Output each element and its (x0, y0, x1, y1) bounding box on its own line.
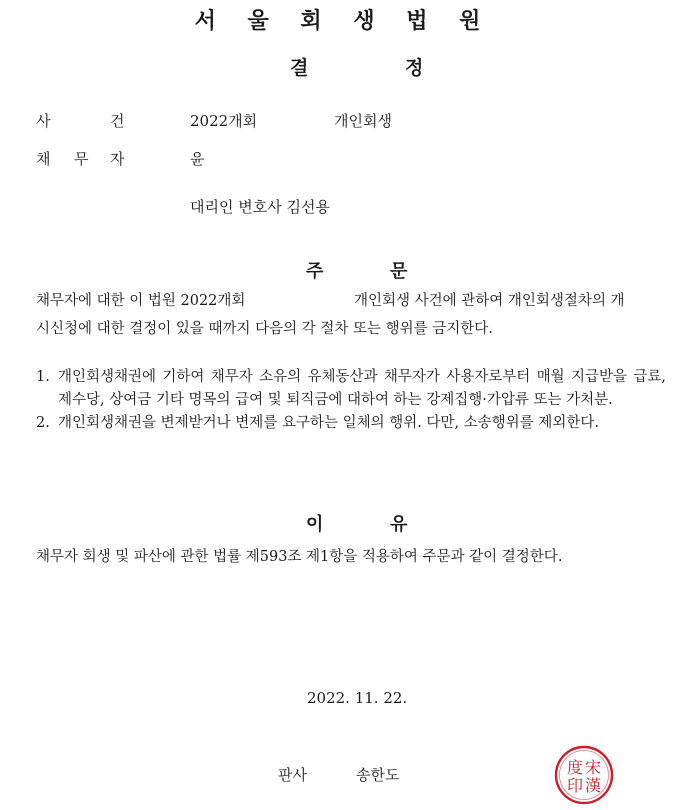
order-item-number: 1. (36, 369, 50, 385)
debtor-label-2: 무 (74, 150, 89, 168)
order-item-text: 개인회생채권을 변제받거나 변제를 요구하는 일체의 행위. 다만, 소송행위를 제외한다. (58, 415, 599, 431)
decision-date: 2022. 11. 22. (307, 689, 408, 707)
debtor-name: 윤 (190, 150, 205, 168)
debtor-agent: 대리인 변호사 김선용 (190, 198, 330, 216)
order-item-text: 개인회생채권에 기하여 채무자 소유의 유체동산과 채무자가 사용자로부터 매월 지급받을 급료, 제수당, 상여금 기타 명목의 급여 및 퇴직금에 대하여 하는 강제집행·가압류 또는 가처분. (58, 369, 666, 408)
reason-heading-right: 유 (390, 514, 408, 535)
doc-type-right: 정 (405, 57, 424, 79)
seal-char-1: 宋 (584, 758, 602, 777)
order-list (36, 366, 666, 435)
reason-text: 채무자 회생 및 파산에 관한 법률 제593조 제1항을 적용하여 주문과 같이 결정한다. (36, 549, 563, 565)
debtor-label-3: 자 (110, 150, 125, 168)
order-heading-left: 주 (306, 261, 324, 282)
judge-title: 판사 (278, 766, 307, 784)
order-intro-line1-a: 채무자에 대한 이 법원 2022개회 (36, 293, 246, 309)
case-label-2: 건 (110, 112, 125, 130)
order-intro-line1-b: 개인회생 사건에 관하여 개인회생절차의 개 (354, 293, 625, 309)
order-heading-right: 문 (390, 261, 408, 282)
doc-type-left: 결 (290, 57, 309, 79)
reason-heading-left: 이 (306, 514, 324, 535)
seal-char-2: 漢 (584, 776, 602, 795)
case-number: 2022개회 (190, 112, 258, 130)
judge-seal-stamp (553, 744, 615, 806)
debtor-label-1: 채 (36, 150, 51, 168)
judge-name: 송한도 (356, 766, 400, 784)
case-label-1: 사 (36, 112, 51, 130)
seal-char-4: 印 (566, 776, 584, 795)
order-list-item (36, 366, 666, 412)
order-item-number: 2. (36, 415, 50, 431)
order-list-item (36, 412, 666, 435)
order-intro-line2: 시신청에 대한 결정이 있을 때까지 다음의 각 절차 또는 행위를 금지한다. (36, 321, 493, 337)
case-type: 개인회생 (334, 112, 392, 130)
court-name: 서 울 회 생 법 원 (194, 9, 493, 34)
seal-char-3: 度 (566, 758, 584, 777)
